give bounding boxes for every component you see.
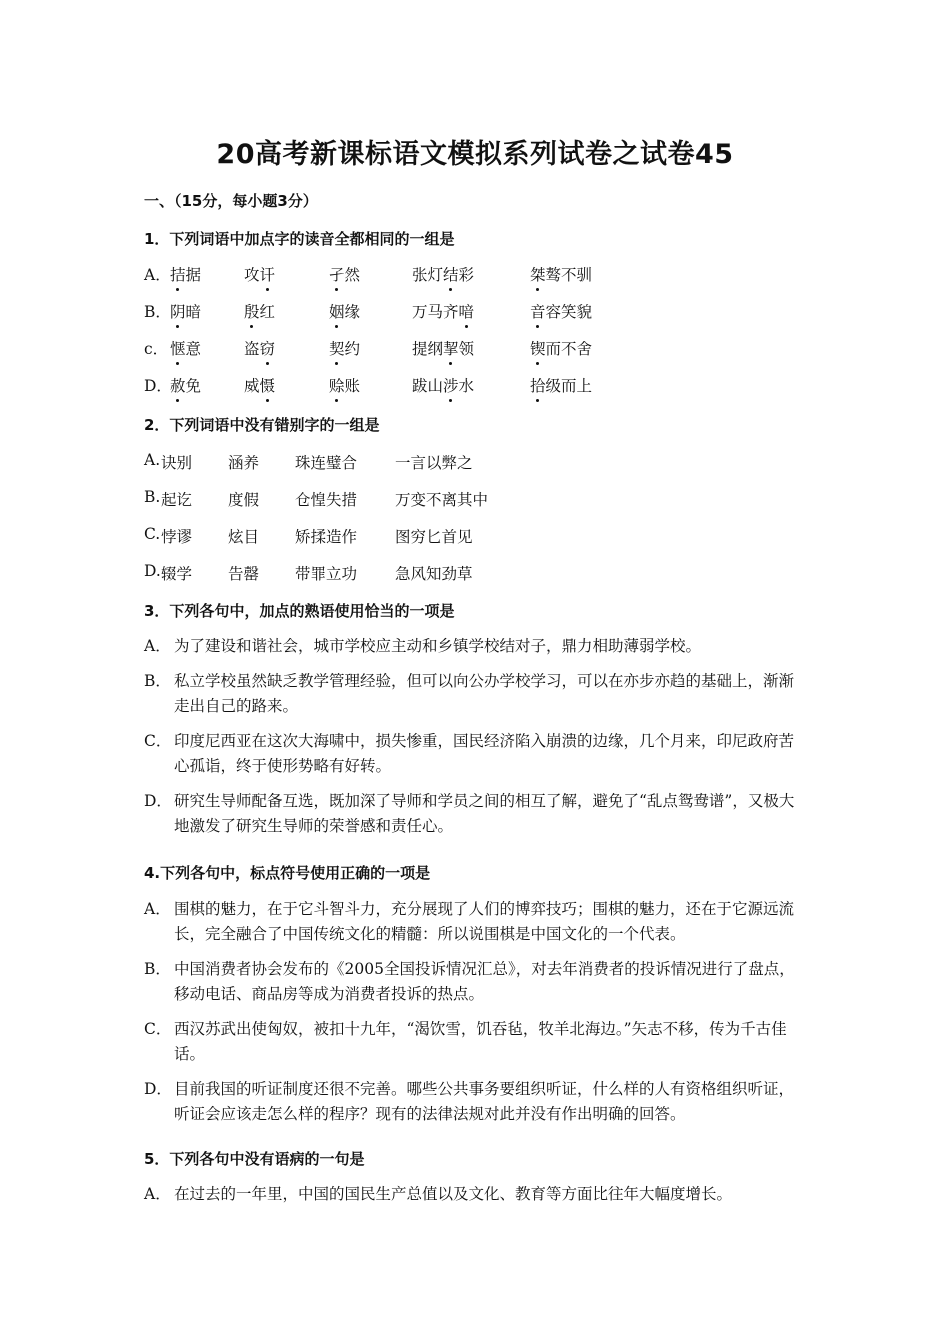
word: 涵养 xyxy=(228,454,260,472)
emphasis-char: 姻 xyxy=(329,300,345,322)
emphasis-char: 讦 xyxy=(260,263,276,285)
word: 音容笑貌 xyxy=(530,300,592,322)
q4-options xyxy=(144,897,809,1127)
option-text: 围棋的魅力，在于它斗智斗力，充分展现了人们的博弈技巧；围棋的魅力，还在于它源远流长，完全融合了中国传统文化的精髓：所以说围棋是中国文化的一个代表。 xyxy=(174,900,795,943)
word: 告罄 xyxy=(228,565,260,583)
word: 阴暗 xyxy=(170,300,201,322)
word: 带罪立功 xyxy=(295,565,358,583)
word: 珠连璧合 xyxy=(295,454,358,472)
q1-option-a xyxy=(144,263,784,285)
q2-option-a xyxy=(144,451,784,473)
option-text: 私立学校虽然缺乏教学管理经验，但可以向公办学校学习，可以在亦步亦趋的基础上，渐渐走出自己的路来。 xyxy=(174,672,795,715)
q2-option-c xyxy=(144,525,784,547)
emphasis-char: 挈 xyxy=(443,337,459,359)
option-text: 中国消费者协会发布的《2005全国投诉情况汇总》，对去年消费者的投诉情况进行了盘点，移动电话、商品房等成为消费者投诉的热点。 xyxy=(174,960,795,1003)
word: 悖谬 xyxy=(161,528,193,546)
question-3-stem: 3．下列各句中，加点的熟语使用恰当的一项是 xyxy=(144,602,455,620)
option-text: 西汉苏武出使匈奴，被扣十九年，“渴饮雪，饥吞毡，牧羊北海边。”矢志不移，传为千古佳话。 xyxy=(174,1020,787,1063)
word: 起讫 xyxy=(161,491,193,509)
word: 攻讦 xyxy=(244,263,275,285)
option-label: B. xyxy=(144,488,161,506)
option-label: C. xyxy=(144,525,161,543)
option-label: D. xyxy=(144,562,161,580)
q5-option-a xyxy=(144,1182,809,1207)
emphasis-char: 赦 xyxy=(170,374,186,396)
question-1-stem: 1．下列词语中加点字的读音全都相同的一组是 xyxy=(144,230,455,248)
option-label: D． xyxy=(144,377,172,395)
word: 威慑 xyxy=(244,374,275,396)
q3-option-c xyxy=(144,729,809,779)
section-heading: 一、（15分，每小题3分） xyxy=(144,192,318,210)
q5-options xyxy=(144,1182,809,1207)
word: 一言以弊之 xyxy=(395,454,473,472)
emphasis-char: 惬 xyxy=(170,337,186,359)
q4-option-d xyxy=(144,1077,809,1127)
option-text: 研究生导师配备互选，既加深了导师和学员之间的相互了解，避免了“乱点鸳鸯谱”，又极大地激发了研究生导师的荣誉感和责任心。 xyxy=(174,792,795,835)
word: 拮据 xyxy=(170,263,201,285)
q2-option-b xyxy=(144,488,784,510)
emphasis-char: 赊 xyxy=(329,374,345,396)
word: 提纲挈领 xyxy=(412,337,474,359)
q1-option-d xyxy=(144,374,784,396)
word: 盗窃 xyxy=(244,337,275,359)
q4-option-a xyxy=(144,897,809,947)
emphasis-char: 拮 xyxy=(170,263,186,285)
word: 拾级而上 xyxy=(530,374,592,396)
word: 仓惶失措 xyxy=(295,491,358,509)
question-2-stem: 2．下列词语中没有错别字的一组是 xyxy=(144,416,380,434)
option-label: B． xyxy=(144,960,171,978)
option-text: 印度尼西亚在这次大海啸中，损失惨重，国民经济陷入崩溃的边缘，几个月来，印尼政府苦心孤诣，终于使形势略有好转。 xyxy=(174,732,795,775)
word: 惬意 xyxy=(170,337,201,359)
word: 图穷匕首见 xyxy=(395,528,473,546)
word: 殷红 xyxy=(244,300,275,322)
option-label: C． xyxy=(144,1020,172,1038)
option-label: c． xyxy=(144,340,169,358)
option-label: A． xyxy=(144,1185,171,1203)
q1-option-c xyxy=(144,337,784,359)
q4-option-b xyxy=(144,957,809,1007)
q3-option-a xyxy=(144,634,809,659)
word: 契约 xyxy=(329,337,360,359)
word: 万变不离其中 xyxy=(395,491,489,509)
word: 辍学 xyxy=(161,565,193,583)
word: 度假 xyxy=(228,491,260,509)
emphasis-char: 契 xyxy=(329,337,345,359)
q3-option-b xyxy=(144,669,809,719)
q2-option-d xyxy=(144,562,784,584)
word: 炫目 xyxy=(228,528,260,546)
question-5-stem: 5．下列各句中没有语病的一句是 xyxy=(144,1150,365,1168)
option-label: B． xyxy=(144,303,171,321)
emphasis-char: 桀 xyxy=(530,263,546,285)
option-label: A． xyxy=(144,266,171,284)
emphasis-char: 慑 xyxy=(260,374,276,396)
q1-option-b xyxy=(144,300,784,322)
emphasis-char: 孑 xyxy=(329,263,345,285)
word: 赦免 xyxy=(170,374,201,396)
q4-option-c xyxy=(144,1017,809,1067)
word: 锲而不舍 xyxy=(530,337,592,359)
emphasis-char: 锲 xyxy=(530,337,546,359)
word: 姻缘 xyxy=(329,300,360,322)
emphasis-char: 结 xyxy=(443,263,459,285)
emphasis-char: 音 xyxy=(530,300,546,322)
page-title: 20高考新课标语文模拟系列试卷之试卷45 xyxy=(216,139,734,170)
emphasis-char: 拾 xyxy=(530,374,546,396)
word: 跋山涉水 xyxy=(412,374,474,396)
option-label: B． xyxy=(144,672,171,690)
word: 张灯结彩 xyxy=(412,263,474,285)
option-label: A． xyxy=(144,637,171,655)
emphasis-char: 殷 xyxy=(244,300,260,322)
option-label: A． xyxy=(144,900,171,918)
emphasis-char: 窃 xyxy=(260,337,276,359)
emphasis-char: 涉 xyxy=(443,374,459,396)
option-text: 目前我国的听证制度还很不完善。哪些公共事务要组织听证，什么样的人有资格组织听证，听证会应该走怎么样的程序？现有的法律法规对此并没有作出明确的回答。 xyxy=(174,1080,795,1123)
option-text: 为了建设和谐社会，城市学校应主动和乡镇学校结对子，鼎力相助薄弱学校。 xyxy=(174,637,702,655)
q3-options xyxy=(144,634,809,839)
emphasis-char: 喑 xyxy=(459,300,475,322)
word: 桀骜不驯 xyxy=(530,263,592,285)
question-4-stem: 4.下列各句中，标点符号使用正确的一项是 xyxy=(144,864,431,882)
option-text: 在过去的一年里，中国的国民生产总值以及文化、教育等方面比往年大幅度增长。 xyxy=(174,1185,733,1203)
option-label: A. xyxy=(144,451,161,469)
word: 赊账 xyxy=(329,374,360,396)
word: 矫揉造作 xyxy=(295,528,358,546)
option-label: D． xyxy=(144,1080,172,1098)
word: 诀别 xyxy=(161,454,193,472)
option-label: C． xyxy=(144,732,172,750)
q3-option-d xyxy=(144,789,809,839)
option-label: D． xyxy=(144,792,172,810)
word: 孑然 xyxy=(329,263,360,285)
word: 急风知劲草 xyxy=(395,565,473,583)
word: 万马齐喑 xyxy=(412,300,474,322)
emphasis-char: 阴 xyxy=(170,300,186,322)
